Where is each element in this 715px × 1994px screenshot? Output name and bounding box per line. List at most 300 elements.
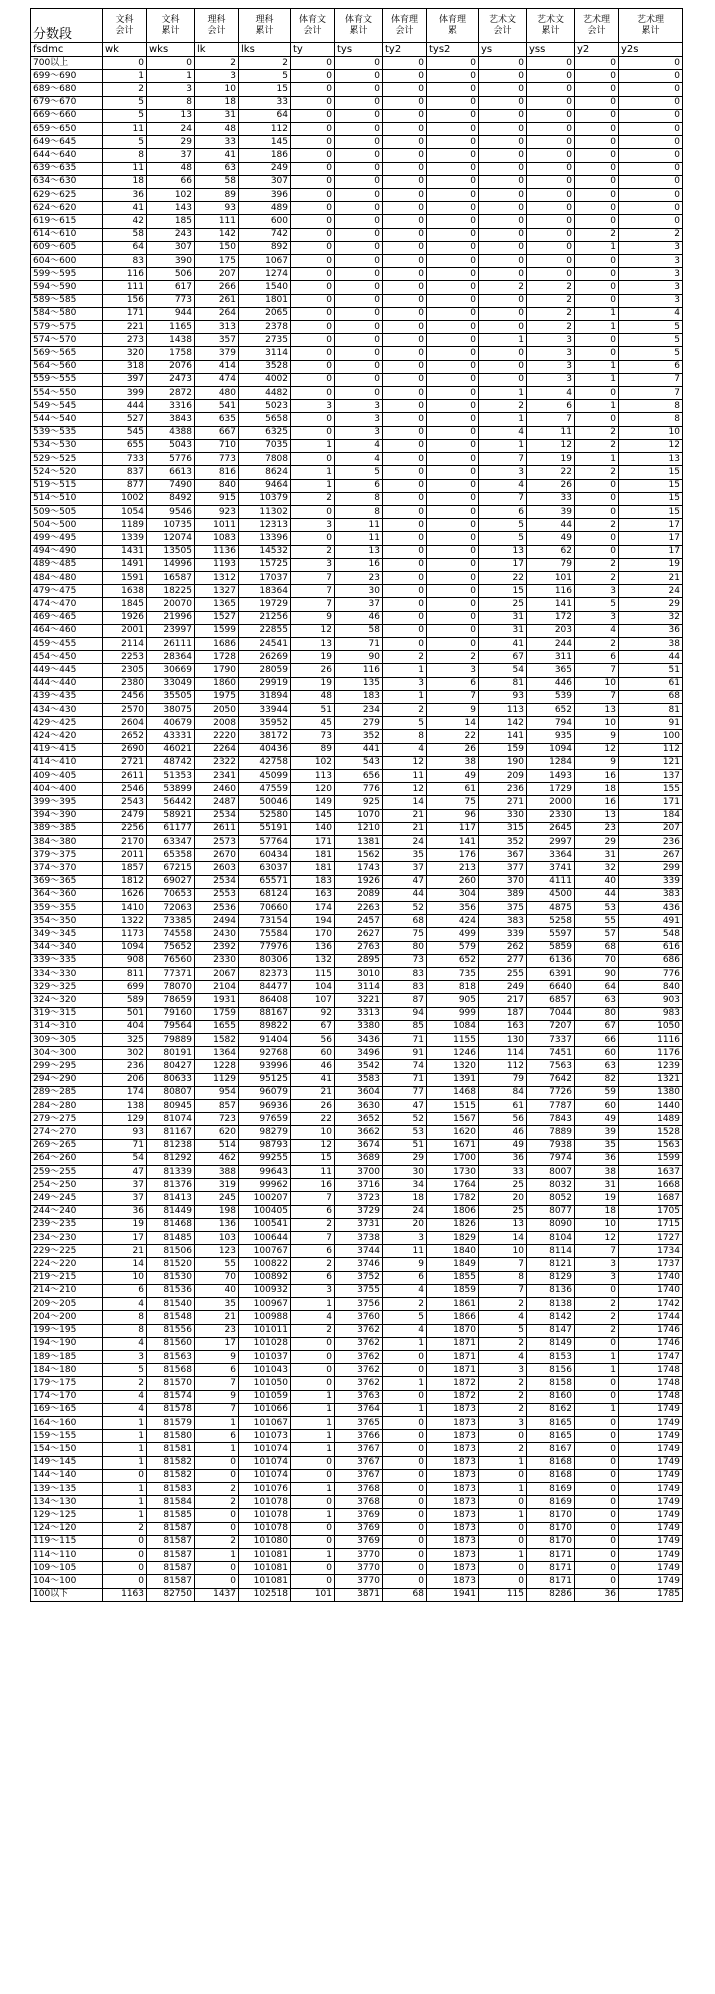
count-cell: 1491: [103, 558, 147, 571]
count-cell: 132: [291, 954, 335, 967]
count-cell: 1749: [619, 1562, 683, 1575]
count-cell: 5658: [239, 413, 291, 426]
count-cell: 81560: [147, 1337, 195, 1350]
score-range-cell: 404～400: [31, 783, 103, 796]
count-cell: 0: [291, 334, 335, 347]
count-cell: 4: [103, 1390, 147, 1403]
count-cell: 356: [427, 902, 479, 915]
count-cell: 2735: [239, 334, 291, 347]
score-range-cell: 114～110: [31, 1548, 103, 1561]
count-cell: 18: [195, 96, 239, 109]
score-range-cell: 319～315: [31, 1007, 103, 1020]
count-cell: 0: [335, 149, 383, 162]
count-cell: 81376: [147, 1179, 195, 1192]
column-header: 理科 累计: [239, 9, 291, 43]
count-cell: 35: [383, 849, 427, 862]
count-cell: 0: [527, 70, 575, 83]
count-cell: 1873: [427, 1562, 479, 1575]
count-cell: 17: [479, 558, 527, 571]
table-row: [31, 1509, 683, 1522]
count-cell: 3767: [335, 1456, 383, 1469]
count-cell: 0: [575, 1496, 619, 1509]
count-cell: 1322: [103, 915, 147, 928]
count-cell: 0: [575, 413, 619, 426]
count-cell: 3662: [335, 1126, 383, 1139]
count-cell: 8104: [527, 1232, 575, 1245]
table-row: [31, 1522, 683, 1535]
count-cell: 2264: [195, 743, 239, 756]
count-cell: 26269: [239, 651, 291, 664]
count-cell: 18364: [239, 585, 291, 598]
count-cell: 506: [147, 268, 195, 281]
count-cell: 4: [479, 1311, 527, 1324]
count-cell: 2: [383, 703, 427, 716]
count-cell: 54: [479, 664, 527, 677]
count-cell: 3: [291, 400, 335, 413]
count-cell: 249: [479, 981, 527, 994]
count-cell: 63: [575, 994, 619, 1007]
count-cell: 1829: [427, 1232, 479, 1245]
count-cell: 0: [291, 202, 335, 215]
count-cell: 0: [291, 307, 335, 320]
count-cell: 17: [619, 532, 683, 545]
count-cell: 0: [291, 96, 335, 109]
count-cell: 2494: [195, 915, 239, 928]
count-cell: 0: [383, 241, 427, 254]
count-cell: 1871: [427, 1350, 479, 1363]
count-cell: 217: [479, 994, 527, 1007]
table-row: [31, 1126, 683, 1139]
count-cell: 37: [383, 862, 427, 875]
count-cell: 101074: [239, 1456, 291, 1469]
count-cell: 3: [619, 281, 683, 294]
count-cell: 141: [427, 835, 479, 848]
count-cell: 68124: [239, 888, 291, 901]
count-cell: 1873: [427, 1509, 479, 1522]
score-range-cell: 199～195: [31, 1324, 103, 1337]
score-range-cell: 269～265: [31, 1139, 103, 1152]
count-cell: 0: [335, 83, 383, 96]
table-row: [31, 400, 683, 413]
count-cell: 79: [527, 558, 575, 571]
count-cell: 136: [291, 941, 335, 954]
count-cell: 100892: [239, 1271, 291, 1284]
count-cell: 1: [575, 1403, 619, 1416]
count-cell: 1365: [195, 598, 239, 611]
count-cell: 81587: [147, 1562, 195, 1575]
count-cell: 3: [383, 1232, 427, 1245]
count-cell: 56: [479, 1113, 527, 1126]
count-cell: 64: [239, 109, 291, 122]
count-cell: 1806: [427, 1205, 479, 1218]
column-header: 艺术理 会计: [575, 9, 619, 43]
count-cell: 0: [575, 492, 619, 505]
count-cell: 0: [575, 1548, 619, 1561]
count-cell: 5776: [147, 453, 195, 466]
count-cell: 53: [575, 902, 619, 915]
count-cell: 47: [383, 1100, 427, 1113]
count-cell: 441: [335, 743, 383, 756]
count-cell: 0: [335, 202, 383, 215]
field-code: fsdmc: [31, 43, 103, 57]
count-cell: 0: [427, 466, 479, 479]
count-cell: 357: [195, 334, 239, 347]
count-cell: 319: [195, 1179, 239, 1192]
count-cell: 2008: [195, 717, 239, 730]
count-cell: 1734: [619, 1245, 683, 1258]
table-row: [31, 202, 683, 215]
count-cell: 3: [619, 255, 683, 268]
count-cell: 9546: [147, 505, 195, 518]
count-cell: 2534: [195, 875, 239, 888]
count-cell: 1: [575, 400, 619, 413]
count-cell: 0: [427, 202, 479, 215]
count-cell: 7563: [527, 1060, 575, 1073]
count-cell: 3: [479, 1364, 527, 1377]
count-cell: 1728: [195, 651, 239, 664]
count-cell: 0: [427, 558, 479, 571]
count-cell: 4875: [527, 902, 575, 915]
count-cell: 198: [195, 1205, 239, 1218]
count-cell: 89: [291, 743, 335, 756]
count-cell: 5: [103, 136, 147, 149]
table-body: [31, 57, 683, 1602]
count-cell: 38172: [239, 730, 291, 743]
count-cell: 8170: [527, 1509, 575, 1522]
count-cell: 260: [427, 875, 479, 888]
count-cell: 5258: [527, 915, 575, 928]
count-cell: 699: [103, 981, 147, 994]
count-cell: 3731: [335, 1218, 383, 1231]
count-cell: 1861: [427, 1298, 479, 1311]
count-cell: 3: [147, 83, 195, 96]
count-cell: 365: [527, 664, 575, 677]
count-cell: 589: [103, 994, 147, 1007]
count-cell: 840: [195, 479, 239, 492]
count-cell: 0: [575, 149, 619, 162]
count-cell: 91: [619, 717, 683, 730]
count-cell: 1873: [427, 1522, 479, 1535]
count-cell: 12074: [147, 532, 195, 545]
count-cell: 3: [619, 294, 683, 307]
table-row: [31, 1139, 683, 1152]
count-cell: 1744: [619, 1311, 683, 1324]
score-range-cell: 384～380: [31, 835, 103, 848]
count-cell: 43331: [147, 730, 195, 743]
table-row: [31, 96, 683, 109]
count-cell: 172: [527, 611, 575, 624]
count-cell: 1599: [195, 624, 239, 637]
count-cell: 2: [575, 637, 619, 650]
score-range-cell: 329～325: [31, 981, 103, 994]
count-cell: 7938: [527, 1139, 575, 1152]
count-cell: 396: [239, 189, 291, 202]
count-cell: 103: [195, 1232, 239, 1245]
count-cell: 999: [427, 1007, 479, 1020]
table-row: [31, 426, 683, 439]
count-cell: 81568: [147, 1364, 195, 1377]
count-cell: 0: [291, 1522, 335, 1535]
count-cell: 9: [291, 611, 335, 624]
count-cell: 0: [383, 598, 427, 611]
table-row: [31, 1284, 683, 1297]
count-cell: 3: [479, 1416, 527, 1429]
count-cell: 101050: [239, 1377, 291, 1390]
count-cell: 135: [335, 677, 383, 690]
count-cell: 7044: [527, 1007, 575, 1020]
count-cell: 52: [383, 902, 427, 915]
table-row: [31, 1416, 683, 1429]
count-cell: 19: [291, 651, 335, 664]
count-cell: 58: [103, 228, 147, 241]
count-cell: 2392: [195, 941, 239, 954]
count-cell: 2: [291, 492, 335, 505]
count-cell: 0: [619, 123, 683, 136]
count-cell: 101074: [239, 1469, 291, 1482]
count-cell: 33: [527, 492, 575, 505]
count-cell: 75652: [147, 941, 195, 954]
count-cell: 25: [479, 1179, 527, 1192]
score-range-cell: 639～635: [31, 162, 103, 175]
count-cell: 1801: [239, 294, 291, 307]
table-row: [31, 928, 683, 941]
count-cell: 0: [195, 1522, 239, 1535]
count-cell: 1: [575, 307, 619, 320]
count-cell: 33: [239, 96, 291, 109]
count-cell: 0: [195, 1456, 239, 1469]
count-cell: 0: [291, 1496, 335, 1509]
score-range-cell: 159～155: [31, 1430, 103, 1443]
count-cell: 67: [291, 1020, 335, 1033]
count-cell: 1: [103, 1496, 147, 1509]
count-cell: 83: [383, 981, 427, 994]
count-cell: 3752: [335, 1271, 383, 1284]
count-cell: 72063: [147, 902, 195, 915]
count-cell: 8165: [527, 1430, 575, 1443]
table-row: [31, 83, 683, 96]
count-cell: 480: [195, 387, 239, 400]
count-cell: 1873: [427, 1496, 479, 1509]
count-cell: 1931: [195, 994, 239, 1007]
count-cell: 183: [291, 875, 335, 888]
count-cell: 2536: [195, 902, 239, 915]
count-cell: 1855: [427, 1271, 479, 1284]
count-cell: 541: [195, 400, 239, 413]
score-range-cell: 504～500: [31, 519, 103, 532]
count-cell: 1562: [335, 849, 383, 862]
count-cell: 352: [335, 730, 383, 743]
count-cell: 5: [479, 519, 527, 532]
table-row: [31, 162, 683, 175]
count-cell: 7642: [527, 1073, 575, 1086]
count-cell: 0: [479, 1430, 527, 1443]
count-cell: 0: [427, 175, 479, 188]
count-cell: 0: [479, 123, 527, 136]
count-cell: 794: [527, 717, 575, 730]
count-cell: 4: [479, 1350, 527, 1363]
count-cell: 539: [527, 690, 575, 703]
table-row: [31, 294, 683, 307]
count-cell: 0: [427, 373, 479, 386]
count-cell: 3768: [335, 1496, 383, 1509]
count-cell: 2263: [335, 902, 383, 915]
count-cell: 23: [195, 1324, 239, 1337]
count-cell: 66: [147, 175, 195, 188]
count-cell: 60: [575, 1100, 619, 1113]
count-cell: 12: [575, 743, 619, 756]
count-cell: 171: [103, 307, 147, 320]
count-cell: 4002: [239, 373, 291, 386]
count-cell: 1: [291, 466, 335, 479]
count-cell: 0: [427, 281, 479, 294]
table-row: [31, 373, 683, 386]
field-code: wk: [103, 43, 147, 57]
count-cell: 12313: [239, 519, 291, 532]
count-cell: 49: [527, 532, 575, 545]
count-cell: 6857: [527, 994, 575, 1007]
count-cell: 2380: [103, 677, 147, 690]
count-cell: 10: [103, 1271, 147, 1284]
count-cell: 9: [575, 730, 619, 743]
count-cell: 0: [383, 109, 427, 122]
count-cell: 1873: [427, 1575, 479, 1588]
count-cell: 16: [575, 769, 619, 782]
count-cell: 0: [335, 175, 383, 188]
count-cell: 2011: [103, 849, 147, 862]
count-cell: 81074: [147, 1113, 195, 1126]
count-cell: 0: [335, 255, 383, 268]
count-cell: 81583: [147, 1482, 195, 1495]
count-cell: 1857: [103, 862, 147, 875]
count-cell: 0: [527, 189, 575, 202]
count-cell: 0: [479, 57, 527, 70]
count-cell: 15: [619, 505, 683, 518]
count-cell: 0: [427, 241, 479, 254]
count-cell: 3762: [335, 1337, 383, 1350]
count-cell: 8032: [527, 1179, 575, 1192]
count-cell: 0: [575, 136, 619, 149]
count-cell: 1540: [239, 281, 291, 294]
count-cell: 84477: [239, 981, 291, 994]
table-row: [31, 466, 683, 479]
count-cell: 0: [335, 228, 383, 241]
table-row: [31, 70, 683, 83]
count-cell: 96079: [239, 1086, 291, 1099]
count-cell: 2220: [195, 730, 239, 743]
count-cell: 0: [575, 532, 619, 545]
count-cell: 818: [427, 981, 479, 994]
count-cell: 0: [383, 96, 427, 109]
count-cell: 29: [575, 835, 619, 848]
count-cell: 81584: [147, 1496, 195, 1509]
count-cell: 36: [575, 1588, 619, 1601]
count-cell: 116: [527, 585, 575, 598]
count-cell: 330: [479, 809, 527, 822]
count-cell: 209: [479, 769, 527, 782]
count-cell: 0: [479, 149, 527, 162]
count-cell: 31: [195, 109, 239, 122]
count-cell: 23: [335, 571, 383, 584]
count-cell: 97659: [239, 1113, 291, 1126]
count-cell: 4: [527, 387, 575, 400]
count-cell: 0: [479, 136, 527, 149]
count-cell: 100967: [239, 1298, 291, 1311]
column-header: 艺术文 累计: [527, 9, 575, 43]
count-cell: 32: [575, 862, 619, 875]
count-cell: 1284: [527, 756, 575, 769]
count-cell: 3843: [147, 413, 195, 426]
count-cell: 2570: [103, 703, 147, 716]
count-cell: 17: [619, 519, 683, 532]
count-cell: 75: [383, 928, 427, 941]
count-cell: 1567: [427, 1113, 479, 1126]
count-cell: 1493: [527, 769, 575, 782]
count-cell: 1380: [619, 1086, 683, 1099]
count-cell: 2: [575, 466, 619, 479]
count-cell: 65358: [147, 849, 195, 862]
count-cell: 0: [195, 1509, 239, 1522]
count-cell: 0: [291, 1575, 335, 1588]
count-cell: 1620: [427, 1126, 479, 1139]
count-cell: 0: [383, 1575, 427, 1588]
count-cell: 1737: [619, 1258, 683, 1271]
table-row: [31, 439, 683, 452]
count-cell: 0: [479, 228, 527, 241]
table-row: [31, 1034, 683, 1047]
count-cell: 13: [575, 703, 619, 716]
count-cell: 3: [575, 585, 619, 598]
count-cell: 115: [479, 1588, 527, 1601]
count-cell: 0: [527, 162, 575, 175]
count-cell: 0: [479, 294, 527, 307]
count-cell: 111: [103, 281, 147, 294]
table-row: [31, 519, 683, 532]
count-cell: 1: [479, 387, 527, 400]
count-cell: 63: [575, 1060, 619, 1073]
count-cell: 68: [619, 690, 683, 703]
count-cell: 11: [383, 1245, 427, 1258]
count-cell: 0: [383, 334, 427, 347]
count-cell: 7: [527, 413, 575, 426]
count-cell: 15725: [239, 558, 291, 571]
count-cell: 0: [291, 1377, 335, 1390]
column-header: 艺术理 累计: [619, 9, 683, 43]
count-cell: 3: [527, 373, 575, 386]
count-cell: 145: [291, 809, 335, 822]
count-cell: 8: [619, 413, 683, 426]
count-cell: 1228: [195, 1060, 239, 1073]
count-cell: 811: [103, 968, 147, 981]
score-range-cell: 194～190: [31, 1337, 103, 1350]
count-cell: 2: [527, 321, 575, 334]
count-cell: 0: [527, 175, 575, 188]
count-cell: 10: [619, 426, 683, 439]
count-cell: 1054: [103, 505, 147, 518]
count-cell: 0: [383, 1562, 427, 1575]
count-cell: 41: [291, 1073, 335, 1086]
count-cell: 1866: [427, 1311, 479, 1324]
field-code: yss: [527, 43, 575, 57]
count-cell: 1: [479, 1548, 527, 1561]
count-cell: 8121: [527, 1258, 575, 1271]
count-cell: 0: [291, 321, 335, 334]
score-range-cell: 444～440: [31, 677, 103, 690]
count-cell: 79: [479, 1073, 527, 1086]
score-range-cell: 389～385: [31, 822, 103, 835]
count-cell: 81: [619, 703, 683, 716]
count-cell: 0: [427, 545, 479, 558]
count-cell: 1468: [427, 1086, 479, 1099]
